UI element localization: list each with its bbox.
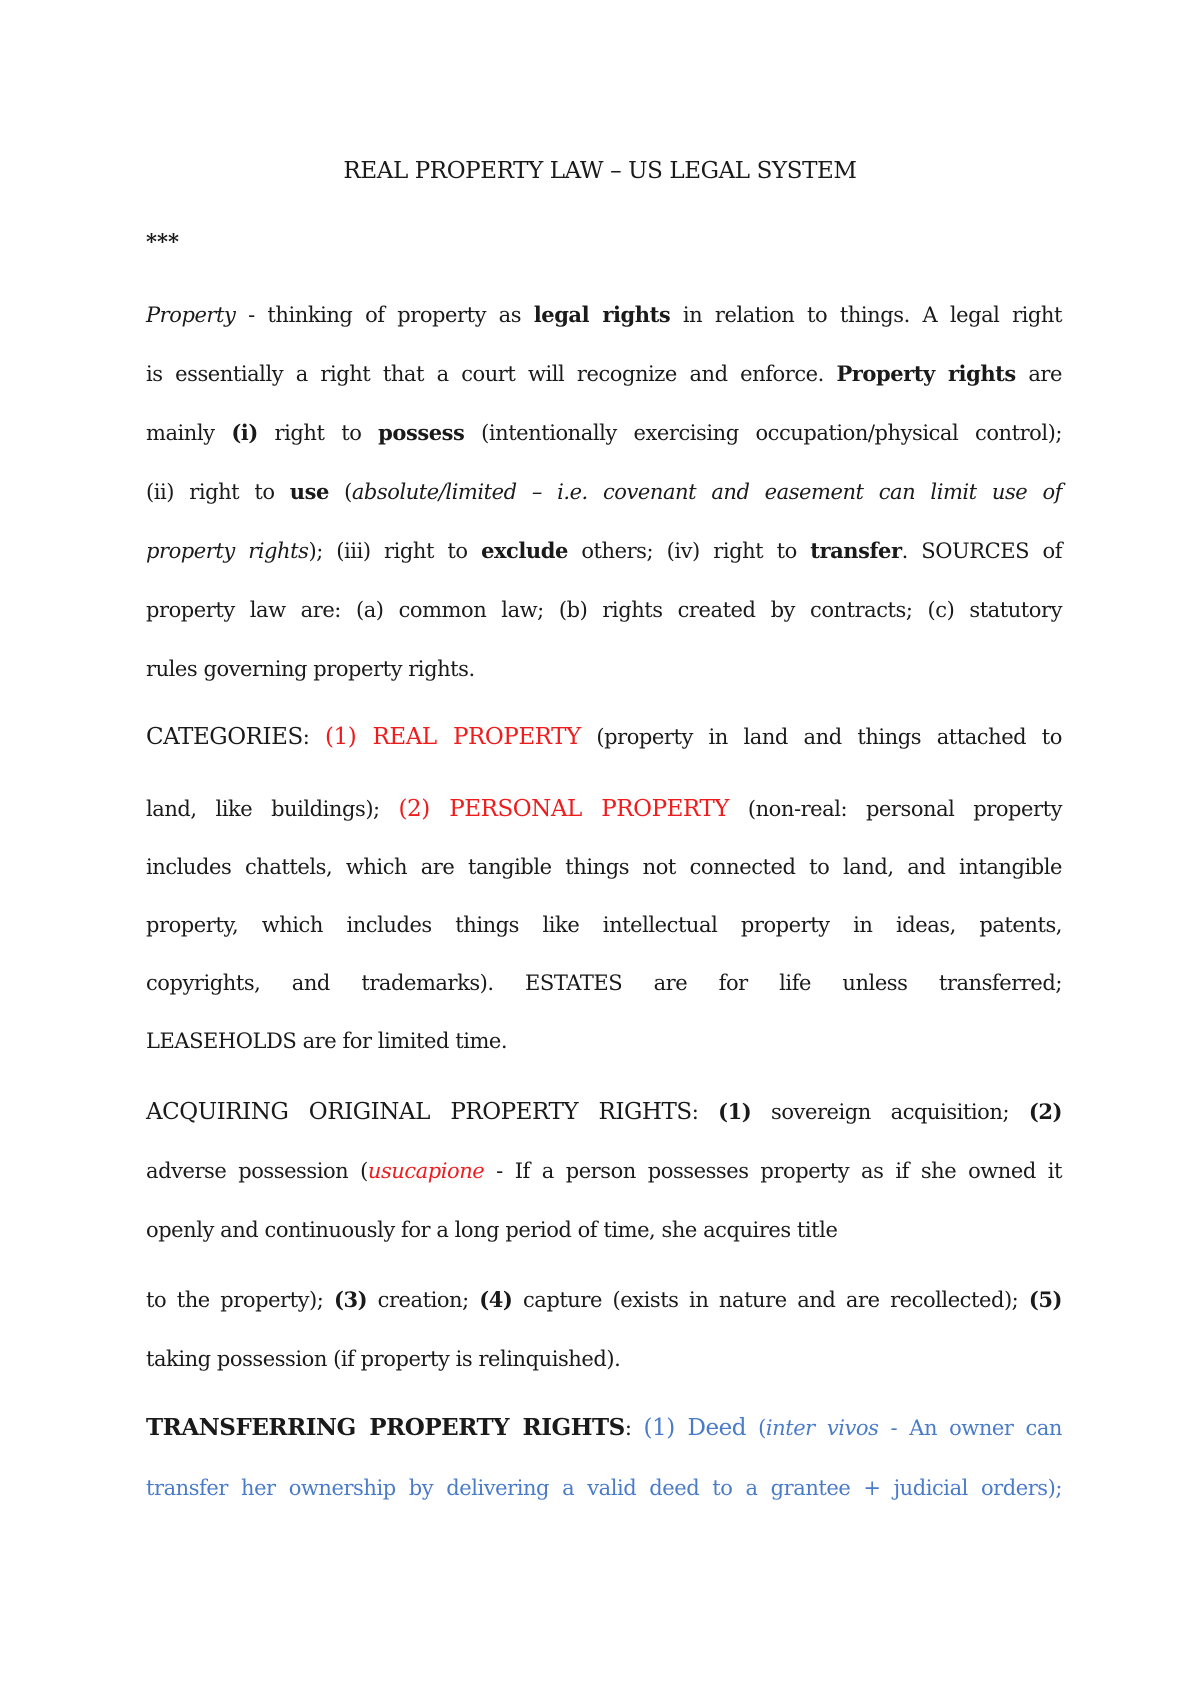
text-run: are bbox=[1015, 362, 1062, 386]
text-run: (intentionally exercising occupation/physical control); bbox=[464, 421, 1062, 445]
text-line: copyrights, and trademarks). ESTATES are for life unless transferred; bbox=[146, 971, 1062, 995]
text-run: sovereign acquisition; bbox=[751, 1100, 1029, 1124]
list-marker: (4) bbox=[479, 1287, 513, 1312]
text-line: rules governing property rights. bbox=[146, 657, 475, 681]
text-run: ); (iii) right to bbox=[308, 539, 482, 563]
text-run: capture (exists in nature and are recollected); bbox=[512, 1288, 1029, 1312]
text-run: creation; bbox=[367, 1288, 480, 1312]
text-run: - If a person possesses property as if she owned it bbox=[484, 1159, 1063, 1183]
text-line: property law are: (a) common law; (b) rights created by contracts; (c) statutory bbox=[146, 598, 1062, 622]
text-line bbox=[146, 1156, 1062, 1186]
text-run: in relation to things. A legal right bbox=[670, 303, 1062, 327]
list-marker: (5) bbox=[1028, 1287, 1062, 1312]
text-run: - An owner can bbox=[878, 1416, 1063, 1440]
text-run: ( bbox=[328, 480, 352, 504]
term-property-rights: Property rights bbox=[836, 361, 1016, 386]
text-line: LEASEHOLDS are for limited time. bbox=[146, 1029, 508, 1053]
term-exclude: exclude bbox=[481, 538, 568, 563]
italic-run: absolute/limited – i.e. covenant and easement can limit use of bbox=[351, 480, 1063, 504]
text-run: right to bbox=[257, 421, 379, 445]
text-line bbox=[146, 300, 1062, 330]
text-line bbox=[146, 794, 1062, 824]
text-line bbox=[146, 477, 1062, 507]
list-marker: (2) bbox=[1028, 1099, 1062, 1124]
list-marker: (1) bbox=[718, 1099, 752, 1124]
term-possess: possess bbox=[378, 420, 465, 445]
text-run: ( bbox=[746, 1416, 766, 1440]
text-run: to the property); bbox=[146, 1288, 334, 1312]
text-line bbox=[146, 359, 1062, 389]
term-inter-vivos: inter vivos bbox=[765, 1416, 879, 1440]
text-line bbox=[146, 1285, 1062, 1315]
term-use: use bbox=[289, 479, 329, 504]
text-line bbox=[146, 1097, 1062, 1127]
text-line: property, which includes things like intellectual property in ideas, patents, bbox=[146, 913, 1062, 937]
text-run: (non-real: personal property bbox=[729, 797, 1062, 821]
text-run: land, like buildings); bbox=[146, 797, 399, 821]
term-usucapione: usucapione bbox=[367, 1159, 485, 1183]
text-run: adverse possession ( bbox=[146, 1159, 368, 1183]
term-personal-property: (2) PERSONAL PROPERTY bbox=[398, 796, 730, 822]
text-run: : bbox=[302, 725, 326, 749]
text-run: . SOURCES of bbox=[901, 539, 1063, 563]
text-line: taking possession (if property is relinquished). bbox=[146, 1347, 621, 1371]
text-line bbox=[146, 418, 1062, 448]
section-separator: *** bbox=[146, 229, 179, 254]
heading-categories: CATEGORIES bbox=[146, 724, 303, 750]
term-transfer: transfer bbox=[810, 538, 902, 563]
text-run: - thinking of property as bbox=[235, 303, 534, 327]
italic-run: property rights bbox=[146, 539, 309, 563]
list-marker: (3) bbox=[333, 1287, 368, 1312]
list-marker: (i) bbox=[231, 420, 258, 445]
text-line bbox=[146, 536, 1062, 566]
term-deed: (1) Deed bbox=[643, 1415, 747, 1441]
text-run: (ii) right to bbox=[146, 480, 290, 504]
text-line bbox=[146, 1413, 1062, 1443]
text-run: mainly bbox=[146, 421, 232, 445]
term-property: Property bbox=[146, 303, 236, 327]
text-run: : bbox=[624, 1416, 644, 1440]
text-line: openly and continuously for a long period of time, she acquires title bbox=[146, 1218, 838, 1242]
text-line: includes chattels, which are tangible things not connected to land, and intangible bbox=[146, 855, 1062, 879]
text-run: is essentially a right that a court will recognize and enforce. bbox=[146, 362, 837, 386]
text-line: transfer her ownership by delivering a valid deed to a grantee + judicial orders); bbox=[146, 1476, 1062, 1500]
heading-acquiring: ACQUIRING ORIGINAL PROPERTY RIGHTS bbox=[146, 1099, 692, 1125]
text-run: others; (iv) right to bbox=[567, 539, 811, 563]
text-run: (property in land and things attached to bbox=[580, 725, 1062, 749]
heading-transferring: TRANSFERRING PROPERTY RIGHTS bbox=[146, 1414, 625, 1441]
term-legal-rights: legal rights bbox=[533, 302, 671, 327]
text-line bbox=[146, 722, 1062, 752]
term-real-property: (1) REAL PROPERTY bbox=[325, 724, 581, 750]
text-run: : bbox=[691, 1100, 719, 1124]
document-title: REAL PROPERTY LAW – US LEGAL SYSTEM bbox=[343, 158, 857, 184]
